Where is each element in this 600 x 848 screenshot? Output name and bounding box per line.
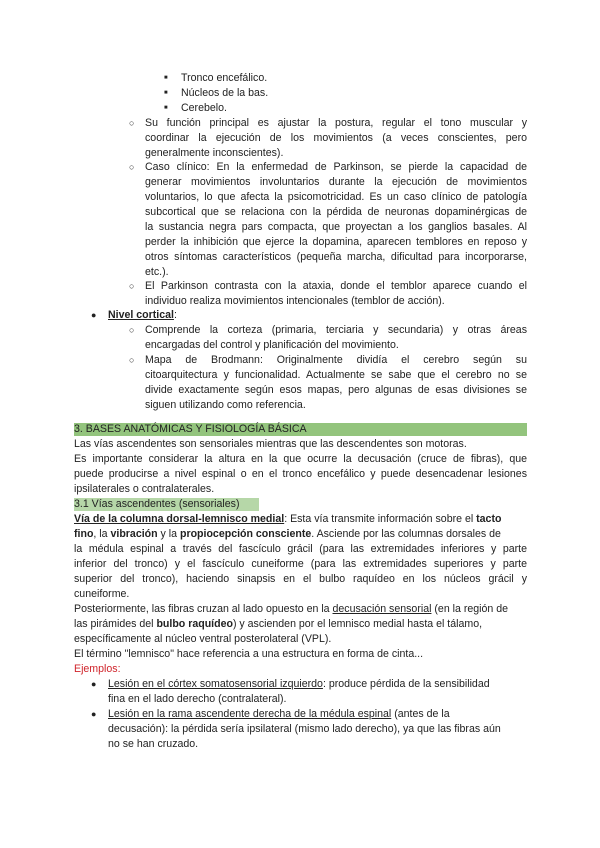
circle-bullet-icon: ○ [129, 355, 135, 365]
paragraph-line: Mapa de Brodmann: Originalmente dividía el cerebro según su [145, 354, 527, 366]
paragraph-line: Su función principal es ajustar la postura, regular el tono muscular y [145, 117, 527, 129]
paragraph-line: individuo realiza movimientos intencionales (temblor de acción). [145, 295, 445, 307]
list-item: Nivel cortical: [108, 309, 177, 321]
paragraph-line: la médula espinal a través del fascículo grácil (para las extremidades inferiores y parte [74, 543, 527, 555]
paragraph-line: generalmente inconscientes). [145, 147, 284, 159]
examples-label: Ejemplos: [74, 663, 121, 675]
paragraph-line: fino, la vibración y la propiocepción consciente. Asciende por las columnas dorsales de [74, 528, 501, 540]
paragraph-line: decusación): la pérdida sería ipsilateral (mismo lado derecho), ya que las fibras aún [108, 723, 501, 735]
list-item: ■ Cerebelo. [181, 101, 227, 116]
paragraph-line: fina en el lado derecho (contralateral). [108, 693, 287, 705]
section-label: Nivel cortical [108, 309, 174, 321]
circle-bullet-icon: ○ [129, 118, 135, 128]
paragraph-line: subcortical que se relaciona con la pérdida de neuronas dopaminérgicas de [145, 206, 527, 218]
paragraph-line: inferior del tronco) y el fascículo cuneiforme (para las extremidades superiores y parte [74, 558, 527, 570]
disc-bullet-icon: ● [91, 709, 97, 719]
circle-bullet-icon: ○ [129, 162, 135, 172]
list-item: ■ Núcleos de la bas. [181, 86, 268, 101]
paragraph-line: siguen utilizando como referencia. [145, 399, 306, 411]
section-heading: 3. BASES ANATÓMICAS Y FISIOLOGÍA BÁSICA [74, 423, 307, 435]
paragraph-line: Las vías ascendentes son sensoriales mientras que las descendentes son motoras. [74, 438, 467, 450]
paragraph-line: etc.). [145, 266, 169, 278]
paragraph-line: las pirámides del bulbo raquídeo) y ascienden por el lemnisco medial hasta el tálamo, [74, 618, 483, 630]
paragraph-line: El término "lemnisco" hace referencia a una estructura en forma de cinta... [74, 648, 424, 660]
paragraph-line: superior del tronco), haciendo sinapsis en el bulbo raquídeo en los núcleos grácil y [74, 573, 527, 585]
paragraph-line: citoarquitectura y funcionalidad. Actualmente se sabe que el cerebro no se [145, 369, 527, 381]
paragraph-line: El Parkinson contrasta con la ataxia, donde el temblor aparece cuando el [145, 280, 527, 292]
paragraph-line: Caso clínico: En la enfermedad de Parkinson, se pierde la capacidad de [145, 161, 527, 173]
paragraph-line: divide exactamente según esos mapas, pero algunas de esas divisiones se [145, 384, 527, 396]
paragraph-line: generar movimientos involuntarios durante la ejecución de movimientos [145, 176, 527, 188]
list-item: Lesión en la rama ascendente derecha de la médula espinal (antes de la [108, 708, 450, 720]
subsection-heading: 3.1 Vías ascendentes (sensoriales) [74, 498, 240, 510]
paragraph-line: coordinar la ejecución de los movimientos (a veces conscientes, pero [145, 132, 527, 144]
circle-bullet-icon: ○ [129, 281, 135, 291]
circle-bullet-icon: ○ [129, 325, 135, 335]
paragraph-line: encargadas del control y planificación del movimiento. [145, 339, 399, 351]
disc-bullet-icon: ● [91, 679, 97, 689]
paragraph-line: Comprende la corteza (primaria, terciaria y secundaria) y otras áreas [145, 324, 527, 336]
paragraph-line: cuneiforme. [74, 588, 130, 600]
list-item: ■ Tronco encefálico. [181, 71, 267, 86]
paragraph-line: otros síntomas característicos (pequeña marcha, dificultad para incorporarse, [145, 251, 527, 263]
disc-bullet-icon: ● [91, 310, 97, 320]
paragraph-line: perder la inhibición que ejerce la dopamina, aparecen temblores en reposo y [145, 236, 527, 248]
paragraph-line: Es importante considerar la altura en la que ocurre la decusación (cruce de fibras), que [74, 453, 527, 465]
paragraph-line: no se han cruzado. [108, 738, 199, 750]
paragraph-line: Posteriormente, las fibras cruzan al lado opuesto en la decusación sensorial (en la región de [74, 603, 509, 615]
paragraph-line: voluntarios, lo que afecta la psicomotricidad. Es un caso clínico de patología [145, 191, 527, 203]
paragraph-line: la sustancia negra pars compacta, que proyectan a los ganglios basales. Al [145, 221, 527, 233]
paragraph-line: específicamente al núcleo ventral posterolateral (VPL). [74, 633, 332, 645]
paragraph-line: ipsilaterales o contralaterales. [74, 483, 215, 495]
paragraph-line: puede producirse a nivel espinal o en el tronco encefálico y puede desencadenar lesiones [74, 468, 527, 480]
list-item: Lesión en el córtex somatosensorial izquierdo: produce pérdida de la sensibilidad [108, 678, 490, 690]
paragraph-line: Vía de la columna dorsal-lemnisco medial: Esta vía transmite información sobre el tacto [74, 513, 502, 525]
term: Vía de la columna dorsal-lemnisco medial [74, 513, 285, 525]
